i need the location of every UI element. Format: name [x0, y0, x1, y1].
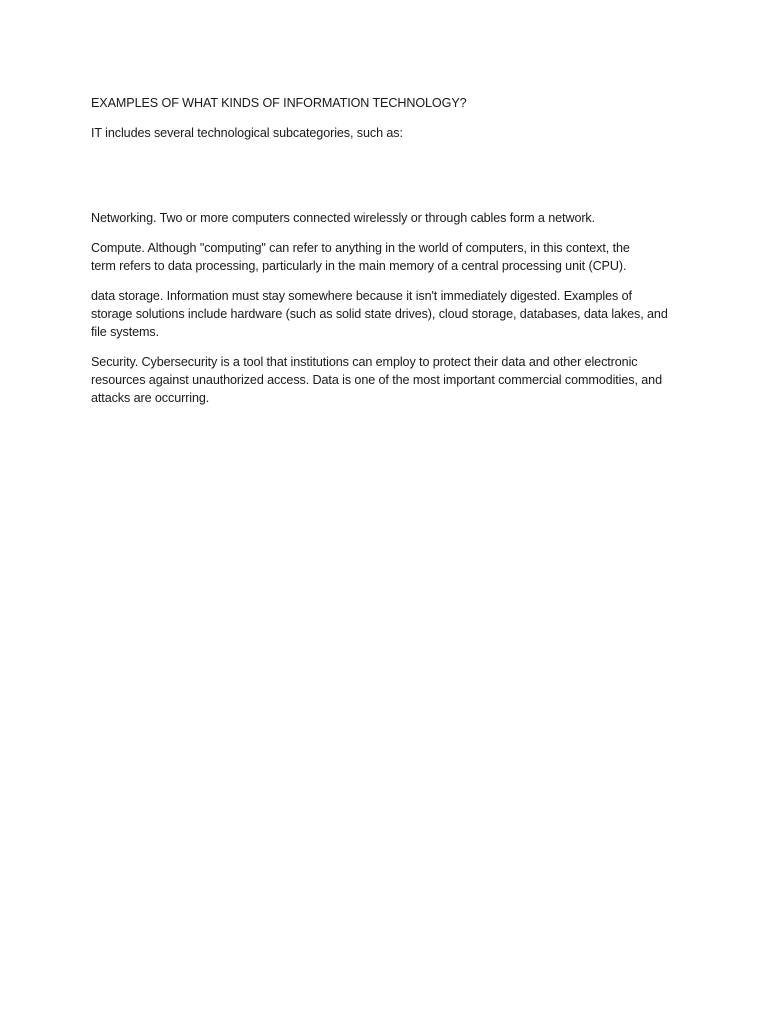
paragraph-line: resources against unauthorized access. Data is one of the most important commercial commodities, and — [91, 373, 662, 387]
paragraph-line: Compute. Although "computing" can refer to anything in the world of computers, in this context, the — [91, 241, 630, 255]
document-body — [91, 94, 691, 419]
intro-text: IT includes several technological subcategories, such as: — [91, 126, 403, 140]
paragraph-line: attacks are occurring. — [91, 391, 210, 405]
paragraph-line: file systems. — [91, 325, 159, 339]
paragraph-line: Security. Cybersecurity is a tool that institutions can employ to protect their data and other electronic — [91, 355, 638, 369]
paragraph-security — [91, 353, 691, 407]
document-heading: EXAMPLES OF WHAT KINDS OF INFORMATION TECHNOLOGY? — [91, 96, 467, 110]
paragraph-line: Networking. Two or more computers connected wirelessly or through cables form a network. — [91, 211, 596, 225]
paragraph-line: data storage. Information must stay somewhere because it isn't immediately digested. Examples of — [91, 289, 632, 303]
paragraph-data-storage — [91, 287, 691, 341]
paragraph-line: term refers to data processing, particularly in the main memory of a central processing unit (CPU). — [91, 259, 627, 273]
paragraph-networking — [91, 209, 691, 227]
paragraph-compute — [91, 239, 691, 275]
paragraph-line: storage solutions include hardware (such as solid state drives), cloud storage, databases, data lakes, and — [91, 307, 668, 321]
